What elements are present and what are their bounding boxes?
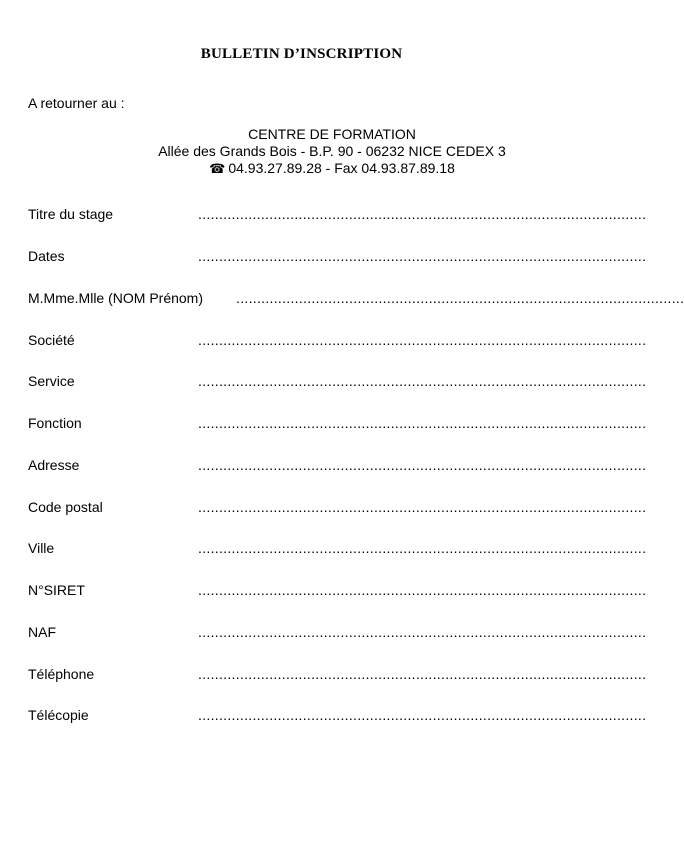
field-label: Dates [28,248,65,264]
field-dates [28,247,647,265]
fill-in-line[interactable]: ........................................................................................................... [198,666,647,682]
field-label: Code postal [28,499,103,515]
address-block [62,126,602,177]
fill-in-line[interactable]: ........................................................................................................... [236,290,684,306]
field-telecopie [28,706,647,724]
field-service [28,372,647,390]
field-ville [28,539,647,557]
field-naf [28,623,647,641]
phone-icon: ☎ [209,161,226,176]
fill-in-line[interactable]: ........................................................................................................... [198,415,647,431]
page-title: BULLETIN D’INSCRIPTION [200,46,403,62]
fill-in-line[interactable]: ........................................................................................................... [198,582,647,598]
phone-fax-line [62,160,602,177]
fill-in-line[interactable]: ........................................................................................................... [198,248,647,264]
fill-in-line[interactable]: ........................................................................................................... [198,332,647,348]
field-titre-du-stage [28,205,647,223]
field-label: Service [28,373,75,389]
fill-in-line[interactable]: ........................................................................................................... [198,624,647,640]
fill-in-line[interactable]: ........................................................................................................... [198,707,647,723]
field-label: M.Mme.Mlle (NOM Prénom) [28,290,204,306]
fill-in-line[interactable]: ........................................................................................................... [198,457,647,473]
field-label: Télécopie [28,707,89,723]
fill-in-line[interactable]: ........................................................................................................... [198,373,647,389]
organization-name: CENTRE DE FORMATION [248,126,416,142]
street-address: Allée des Grands Bois - B.P. 90 - 06232 NICE CEDEX 3 [158,143,506,159]
fill-in-line[interactable]: ........................................................................................................... [198,540,647,556]
field-label: Titre du stage [28,206,114,222]
field-nom-prenom [28,289,684,307]
field-siret [28,581,647,599]
fill-in-line[interactable]: ........................................................................................................... [198,206,647,222]
return-label: A retourner au : [28,95,125,111]
phone-fax-text: 04.93.27.89.28 - Fax 04.93.87.89.18 [228,160,455,176]
field-label: Adresse [28,457,80,473]
field-societe [28,331,647,349]
field-label: Société [28,332,75,348]
field-label: NAF [28,624,56,640]
field-label: N°SIRET [28,582,85,598]
field-label: Téléphone [28,666,95,682]
field-code-postal [28,498,647,516]
field-adresse [28,456,647,474]
field-telephone [28,665,647,683]
field-fonction [28,414,647,432]
field-label: Ville [28,540,55,556]
field-label: Fonction [28,415,82,431]
fill-in-line[interactable]: ........................................................................................................... [198,499,647,515]
